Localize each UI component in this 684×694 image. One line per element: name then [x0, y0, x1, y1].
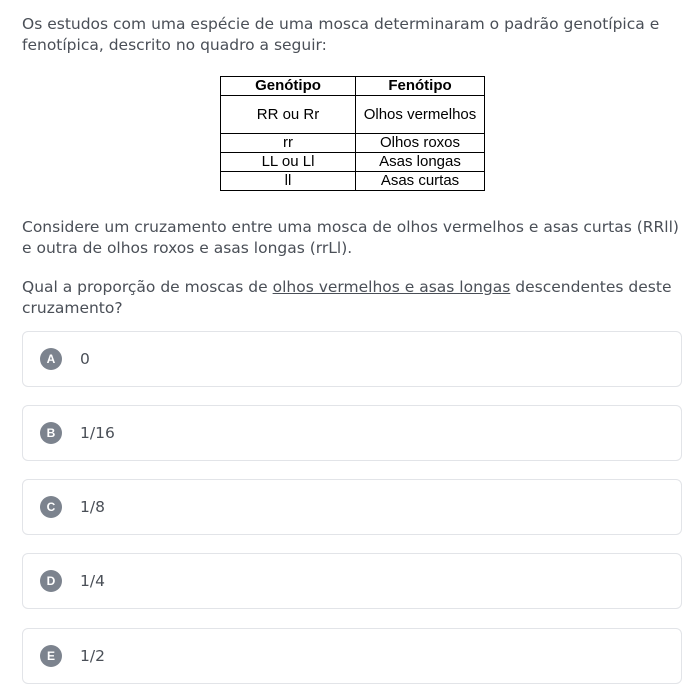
table-cell-genotype: LL ou Ll: [221, 153, 356, 172]
table-header-phenotype: Fenótipo: [356, 77, 485, 96]
option-letter-badge: D: [40, 570, 62, 592]
question-prompt: [22, 277, 682, 319]
table-row: [221, 96, 485, 134]
answer-option-a[interactable]: [22, 331, 682, 387]
answer-option-b[interactable]: [22, 405, 682, 461]
option-letter-badge: A: [40, 348, 62, 370]
prompt-underlined-text: olhos vermelhos e asas longas: [272, 278, 511, 296]
table-cell-phenotype: Asas longas: [356, 153, 485, 172]
option-text: 1/4: [80, 572, 105, 590]
table-cell-phenotype: Olhos vermelhos: [356, 96, 485, 134]
genotype-table: [220, 76, 485, 191]
table-row: [221, 134, 485, 153]
answer-option-e[interactable]: [22, 628, 682, 684]
table-header-genotype: Genótipo: [221, 77, 356, 96]
table-row: [221, 172, 485, 191]
table-header-row: [221, 77, 485, 96]
table-cell-phenotype: Olhos roxos: [356, 134, 485, 153]
table-row: [221, 153, 485, 172]
answer-option-c[interactable]: [22, 479, 682, 535]
option-text: 1/2: [80, 647, 105, 665]
option-letter-badge: B: [40, 422, 62, 444]
option-letter-badge: E: [40, 645, 62, 667]
option-letter-badge: C: [40, 496, 62, 518]
answer-option-d[interactable]: [22, 553, 682, 609]
option-text: 0: [80, 350, 90, 368]
table-cell-genotype: rr: [221, 134, 356, 153]
table-cell-genotype: ll: [221, 172, 356, 191]
prompt-text-end: descendentes deste cruzamento?: [22, 278, 672, 317]
table-cell-genotype: RR ou Rr: [221, 96, 356, 134]
question-context: Considere um cruzamento entre uma mosca de olhos vermelhos e asas curtas (RRll) e outra de olhos roxos e asas longas (rrLl).: [22, 218, 679, 257]
prompt-text-start: Qual a proporção de moscas de: [22, 278, 273, 296]
question-intro: Os estudos com uma espécie de uma mosca determinaram o padrão genotípica e fenotípica, descrito no quadro a seguir:: [22, 15, 660, 54]
table-cell-phenotype: Asas curtas: [356, 172, 485, 191]
option-text: 1/16: [80, 424, 115, 442]
option-text: 1/8: [80, 498, 105, 516]
